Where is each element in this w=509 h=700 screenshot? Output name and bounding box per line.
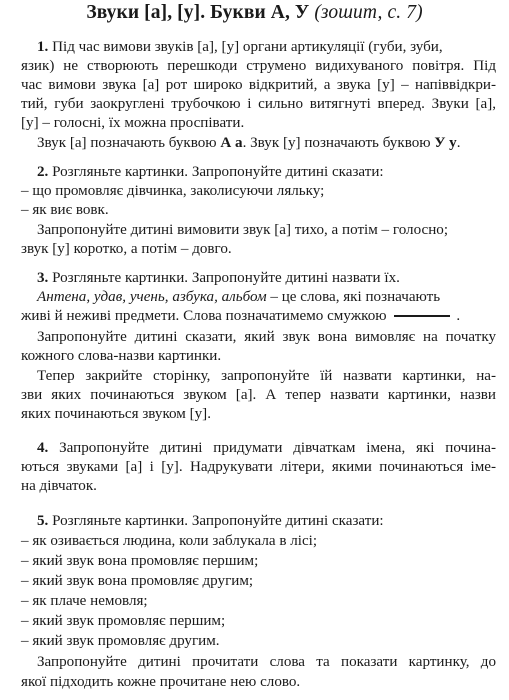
section-2-line-1: 2. Розгляньте картинки. Запропонуйте дитині сказати: (37, 164, 384, 180)
section-1-line-6: Звук [а] позначають буквою А а. Звук [у] позначають буквою У у. (37, 135, 461, 151)
section-5-line-9: якої підходить кожне прочитане нею слово. (21, 674, 301, 690)
title-main: Звуки [а], [у]. Букви А, У (86, 2, 310, 23)
section-4-line-3: на дівчаток. (21, 478, 97, 494)
section-5-line-1: 5. Розгляньте картинки. Запропонуйте дитині сказати: (37, 513, 384, 529)
section-3-line-4: Запропонуйте дитині сказати, який звук вона вимовляє на початку (37, 329, 496, 345)
section-3-line-6: Тепер закрийте сторінку, запропонуйте їй назвати картинки, на- (37, 368, 496, 384)
letter-u: У у (434, 135, 457, 151)
section-2-line-3: – як виє вовк. (21, 202, 109, 218)
section-2-line-5: звук [у] коротко, а потім – довго. (21, 241, 232, 257)
section-5-number: 5. (37, 513, 49, 529)
section-5-line-5: – як плаче немовля; (21, 593, 148, 609)
page-title (0, 2, 509, 24)
section-1-line-5: [у] – голосні, їх можна проспівати. (21, 115, 245, 131)
section-1-line-4: тий, губи заокруглені трубочкою і сильно витягнуті вперед. Звуки [а], (21, 96, 496, 112)
section-2-line-2: – що промовляє дівчинка, заколисуючи ляльку; (21, 183, 325, 199)
section-4-number: 4. (37, 440, 49, 456)
section-5-line-8: Запропонуйте дитині прочитати слова та показати картинку, до (37, 654, 496, 670)
letter-a: А а (220, 135, 243, 151)
section-5-line-4: – який звук вона промовляє другим; (21, 573, 254, 589)
section-1-number: 1. (37, 39, 49, 55)
section-5-line-2: – як озивається людина, коли заблукала в лісі; (21, 533, 318, 549)
section-3-line-1: 3. Розгляньте картинки. Запропонуйте дитині назвати їх. (37, 270, 400, 286)
section-5-line-7: – який звук промовляє другим. (21, 633, 220, 649)
section-5-line-6: – який звук промовляє першим; (21, 613, 226, 629)
word-strip-line (394, 315, 450, 317)
section-3-line-3: живі й неживі предмети. Слова позначатимемо смужкою . (21, 308, 461, 324)
title-reference: (зошит, с. 7) (314, 2, 423, 23)
section-3-line-5: кожного слова-назви картинки. (21, 348, 222, 364)
section-4-line-1: 4. Запропонуйте дитині придумати дівчаткам імена, які почина- (37, 440, 496, 456)
section-3-number: 3. (37, 270, 49, 286)
section-2-line-4: Запропонуйте дитині вимовити звук [а] тихо, а потім – голосно; (37, 222, 449, 238)
section-2-number: 2. (37, 164, 49, 180)
section-5-line-3: – який звук вона промовляє першим; (21, 553, 259, 569)
section-3-line-7: зви яких починаються звуком [а]. А тепер назвати картинки, назви (21, 387, 496, 403)
section-1-line-2: язик) не створюють перешкоди струмено видихуваного повітря. Під (21, 58, 496, 74)
section-3-line-8: яких починаються звуком [у]. (21, 406, 211, 422)
section-1-line-1: 1. Під час вимови звуків [а], [у] органи артикуляції (губи, зуби, (37, 39, 443, 55)
section-3-line-2: Антена, удав, учень, азбука, альбом – це слова, які позначають (37, 289, 441, 305)
section-1-line-3: час вимови звука [а] рот широко відкритий, а звука [у] – напіввідкри- (21, 77, 496, 93)
example-words: Антена, удав, учень, азбука, альбом (37, 289, 267, 305)
section-4-line-2: ються звуками [а] і [у]. Надрукувати літери, якими починаються іме- (21, 459, 496, 475)
